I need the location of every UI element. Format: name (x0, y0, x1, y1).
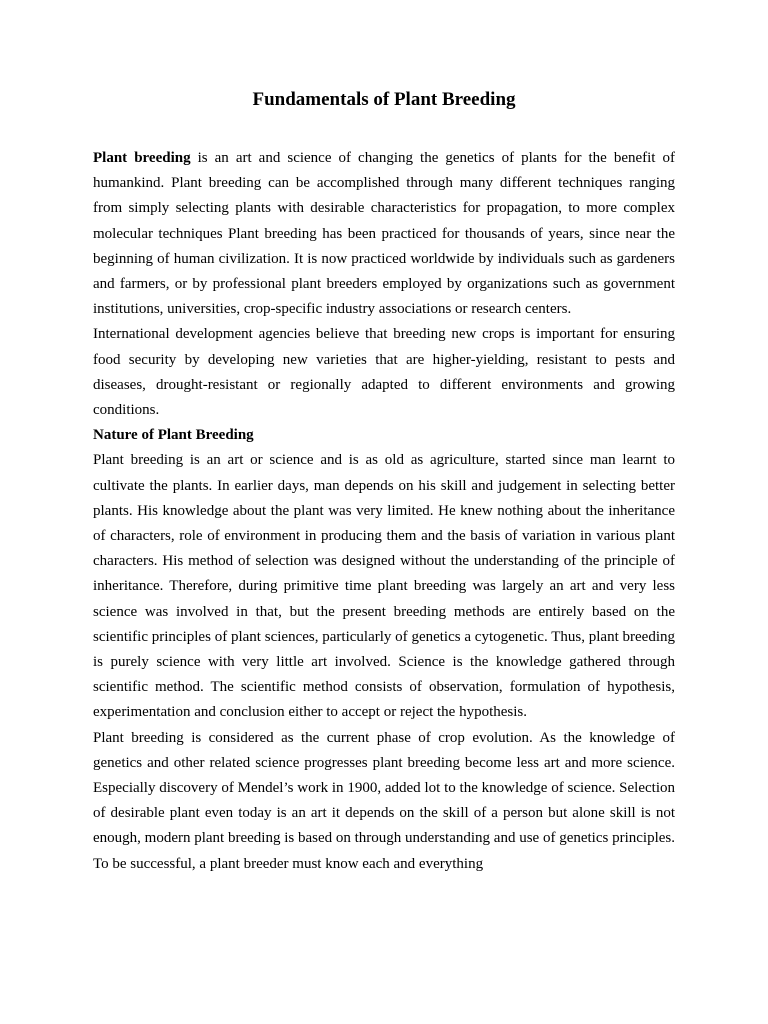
intro-text: is an art and science of changing the genetics of plants for the benefit of humankind. Plant breeding can be accomplished through many different techniques ranging from simply selecting plants with desirable characteristics for propagation, to more complex molecular techniques Plant breeding has been practiced for thousands of years, since near the beginning of human civilization. It is now practiced worldwide by individuals such as gardeners and farmers, or by professional plant breeders employed by organizations such as government institutions, universities, crop-specific industry associations or research centers. (93, 150, 675, 318)
intro-lead-term: Plant breeding (93, 150, 191, 166)
paragraph-2: International development agencies believe that breeding new crops is important for ensuring food security by developing new varieties that are higher-yielding, resistant to pests and diseases, drought-resistant or regionally adapted to different environments and growing conditions. (93, 326, 675, 419)
section-heading: Nature of Plant Breeding (93, 427, 254, 444)
intro-paragraph (93, 146, 675, 322)
paragraph-4: Plant breeding is considered as the current phase of crop evolution. As the knowledge of genetics and other related science progresses plant breeding become less art and more science. Especially discovery of Mendel’s work in 1900, added lot to the knowledge of science. Selection of desirable plant even today is an art it depends on the skill of a person but alone skill is not enough, modern plant breeding is based on through understanding and use of genetics principles. To be successful, a plant breeder must know each and everything (93, 729, 675, 872)
document-page (93, 88, 675, 877)
document-title: Fundamentals of Plant Breeding (252, 89, 516, 110)
paragraph-3: Plant breeding is an art or science and is as old as agriculture, started since man learnt to cultivate the plants. In earlier days, man depends on his skill and judgement in selecting better plants. His knowledge about the plant was very limited. He knew nothing about the inheritance of characters, role of environment in producing them and the basis of variation in various plant characters. His method of selection was designed without the understanding of the principle of inheritance. Therefore, during primitive time plant breeding was largely an art and very less science was involved in that, but the present breeding methods are entirely based on the scientific principles of plant sciences, particularly of genetics a cytogenetic. Thus, plant breeding is purely science with very little art involved. Science is the knowledge gathered through scientific method. The scientific method consists of observation, formulation of hypothesis, experimentation and conclusion either to accept or reject the hypothesis. (93, 452, 675, 721)
